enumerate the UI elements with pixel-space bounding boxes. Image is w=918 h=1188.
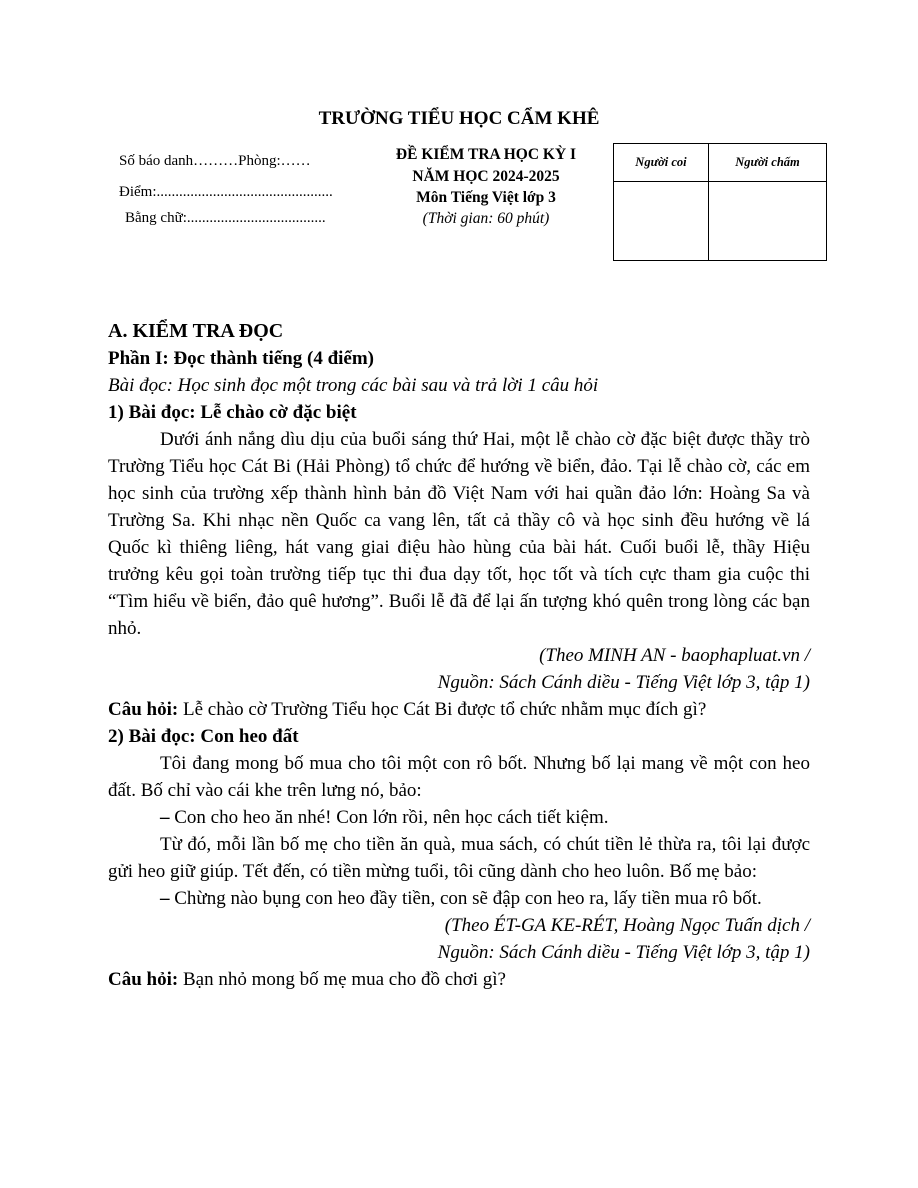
reading2-source-2: Nguồn: Sách Cánh diều - Tiếng Việt lớp 3, tập 1) xyxy=(437,942,810,963)
proctor-signature-cell xyxy=(614,182,709,261)
score-line: Điểm:............................................... xyxy=(119,184,333,200)
score-in-words-line: Bằng chữ:..................................... xyxy=(125,210,326,226)
reading2-para1: Tôi đang mong bố mua cho tôi một con rô bốt. Nhưng bố lại mang về một con heo đất. Bố chỉ vào cái khe trên lưng nó, bảo: xyxy=(108,753,810,801)
school-name: TRƯỜNG TIỂU HỌC CẨM KHÊ xyxy=(318,108,600,129)
grader-signature-cell xyxy=(708,182,826,261)
reading2-question xyxy=(108,966,810,993)
instruction: Bài đọc: Học sinh đọc một trong các bài sau và trả lời 1 câu hỏi xyxy=(108,375,599,396)
subject: Môn Tiếng Việt lớp 3 xyxy=(416,189,556,206)
proctor-header: Người coi xyxy=(614,144,709,182)
dialog-text: Con cho heo ăn nhé! Con lớn rồi, nên học cách tiết kiệm. xyxy=(169,807,609,828)
reading1-question xyxy=(108,696,810,723)
reading2-dialog2 xyxy=(108,885,810,912)
exam-title: ĐỀ KIỂM TRA HỌC KỲ I xyxy=(395,146,577,163)
reading1-source-1: (Theo MINH AN - baophapluat.vn / xyxy=(539,645,810,666)
reading1-body: Dưới ánh nắng dìu dịu của buổi sáng thứ Hai, một lễ chào cờ đặc biệt được thầy trò Trường Tiểu học Cát Bi (Hải Phòng) tổ chức để hướng về biển, đảo. Tại lễ chào cờ, các em học sinh của trường xếp thành hình bản đồ Việt Nam với hai quần đảo lớn: Hoàng Sa và Trường Sa. Khi nhạc nền Quốc ca vang lên, tất cả thầy cô và học sinh đều hướng về lá Quốc kì thiêng liêng, hát vang giai điệu hào hùng của bài hát. Cuối buổi lễ, thầy Hiệu trưởng kêu gọi toàn trường tiếp tục thi đua dạy tốt, học tốt và tích cực tham gia cuộc thi “Tìm hiểu về biển, đảo quê hương”. Buổi lễ đã để lại ấn tượng khó quên trong lòng các bạn nhỏ. xyxy=(108,429,810,639)
reading2-dialog1 xyxy=(108,804,810,831)
reading2-title: 2) Bài đọc: Con heo đất xyxy=(108,726,299,747)
school-year: NĂM HỌC 2024-2025 xyxy=(412,168,560,185)
reading2-source-1: (Theo ÉT-GA KE-RÉT, Hoàng Ngọc Tuấn dịch / xyxy=(444,915,810,936)
question-text: Bạn nhỏ mong bố mẹ mua cho đồ chơi gì? xyxy=(178,969,506,990)
reading1-source-2: Nguồn: Sách Cánh diều - Tiếng Việt lớp 3, tập 1) xyxy=(437,672,810,693)
reading1-title: 1) Bài đọc: Lễ chào cờ đặc biệt xyxy=(108,402,357,423)
dialog-dash: – xyxy=(160,807,170,828)
question-text: Lễ chào cờ Trường Tiểu học Cát Bi được tổ chức nhằm mục đích gì? xyxy=(178,699,707,720)
dialog-text: Chừng nào bụng con heo đầy tiền, con sẽ đập con heo ra, lấy tiền mua rô bốt. xyxy=(169,888,762,909)
question-label: Câu hỏi: xyxy=(108,969,179,990)
dialog-dash: – xyxy=(160,888,170,909)
question-label: Câu hỏi: xyxy=(108,699,179,720)
signature-table xyxy=(613,143,827,261)
reading2-para2: Từ đó, mỗi lần bố mẹ cho tiền ăn quà, mua sách, có chút tiền lẻ thừa ra, tôi lại được gửi heo giữ giúp. Tết đến, có tiền mừng tuổi, tôi cũng dành cho heo luôn. Bố mẹ bảo: xyxy=(108,834,810,882)
part1-title: Phần I: Đọc thành tiếng (4 điểm) xyxy=(108,348,375,369)
section-title: A. KIỂM TRA ĐỌC xyxy=(108,320,284,342)
exam-content xyxy=(108,318,810,993)
candidate-number-line: Số báo danh………Phòng:…… xyxy=(119,153,311,169)
grader-header: Người chấm xyxy=(708,144,826,182)
duration: (Thời gian: 60 phút) xyxy=(422,210,550,227)
